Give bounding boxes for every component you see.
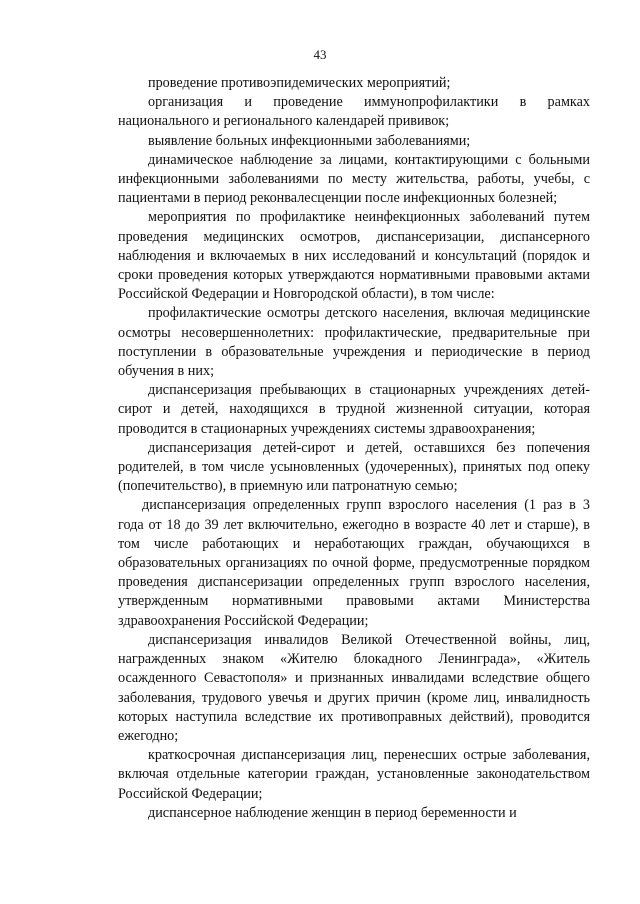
paragraph-war-veterans-dispensarization: диспансеризация инвалидов Великой Отечественной войны, лиц, награжденных знаком «Жителю блокадного Ленинграда», «Житель осажденного Севастополя» и признанных инвалидами вследствие общего заболевания, трудового увечья и других причин (кроме лиц, инвалидность которых наступила вследствие их противоправных действий), проводится ежегодно; <box>118 631 590 744</box>
document-body <box>118 74 590 823</box>
paragraph-detection-of-infectious-patients: выявление больных инфекционными заболеваниями; <box>148 132 471 149</box>
page-number: 43 <box>313 47 327 62</box>
paragraph-adult-dispensarization: диспансеризация определенных групп взрослого населения (1 раз в 3 года от 18 до 39 лет включительно, ежегодно в возрасте 40 лет и старше), в том числе работающих и неработающих граждан, обучающихся в образовательных организациях по очной форме, предусмотренные порядком проведения диспансеризации определенных групп взрослого населения, утвержденным нормативными правовыми актами Министерства здравоохранения Российской Федерации; <box>118 497 590 629</box>
paragraph-dynamic-observation: динамическое наблюдение за лицами, контактирующими с больными инфекционными заболеваниями по месту жительства, работы, учебы, с пациентами в период реконвалесценции после инфекционных болезней; <box>118 151 590 207</box>
paragraph-noninfectious-prevention: мероприятия по профилактике неинфекционных заболеваний путем проведения медицинских осмотров, диспансеризации, диспансерного наблюдения и включаемых в них исследований и консультаций (порядок и сроки проведения которых утверждаются нормативными правовыми актами Российской Федерации и Новгородской области), в том числе: <box>118 209 590 303</box>
paragraph-orphans-without-care: диспансеризация детей-сирот и детей, оставшихся без попечения родителей, в том числе усыновленных (удочеренных), принятых под опеку (попечительство), в приемную или патронатную семью; <box>118 439 590 495</box>
paragraph-immunoprophylaxis: организация и проведение иммунопрофилактики в рамках национального и регионального календарей прививок; <box>118 94 590 130</box>
paragraph-orphans-in-institutions: диспансеризация пребывающих в стационарных учреждениях детей-сирот и детей, находящихся в трудной жизненной ситуации, которая проводится в стационарных учреждениях системы здравоохранения; <box>118 382 590 437</box>
paragraph-short-term-dispensarization: краткосрочная диспансеризация лиц, перенесших острые заболевания, включая отдельные категории граждан, установленные законодательством Российской Федерации; <box>118 747 590 802</box>
paragraph-child-preventive-exams: профилактические осмотры детского населения, включая медицинские осмотры несовершеннолетних: профилактические, предварительные при поступлении в образовательные учреждения и периодические в период обучения в них; <box>118 305 590 380</box>
paragraph-antiepidemic-measures: проведение противоэпидемических мероприятий; <box>148 75 451 91</box>
paragraph-pregnancy-observation: диспансерное наблюдение женщин в период беременности и <box>148 804 517 821</box>
